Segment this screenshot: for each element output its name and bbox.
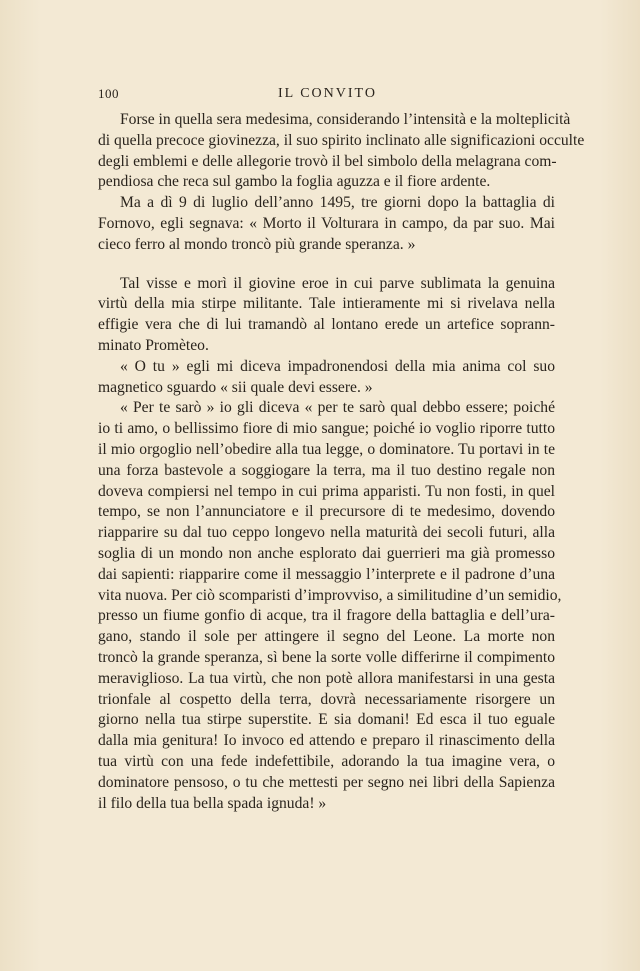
page-number: 100 bbox=[98, 86, 119, 101]
text-line: « Per te sarò » io gli diceva « per te sarò qual debbo essere; poiché bbox=[120, 399, 555, 417]
text-line: meraviglioso. La tua virtù, che non potè allora manifestarsi in una gesta bbox=[98, 669, 555, 687]
text-line: pendiosa che reca sul gambo la foglia aguzza e il fiore ardente. bbox=[98, 173, 491, 191]
text-line: una forza bastevole a soggiogare la terra, ma il tuo destino regale non bbox=[98, 461, 555, 479]
text-line: « O tu » egli mi diceva impadronendosi della mia anima col suo bbox=[120, 357, 555, 375]
body-text bbox=[98, 110, 585, 814]
text-line: Fornovo, egli segnava: « Morto il Volturara in campo, da par suo. Mai bbox=[98, 214, 555, 232]
text-line: tempo, se non l’annunciatore e il precursore di te medesimo, dovendo bbox=[98, 503, 555, 521]
text-line: Ma a dì 9 di luglio dell’anno 1495, tre giorni dopo la battaglia di bbox=[120, 194, 555, 212]
text-line: vita nuova. Per ciò scomparisti d’improvviso, a similitudine d’un semidio, bbox=[98, 586, 562, 604]
text-line: minato Promèteo. bbox=[98, 336, 209, 354]
text-line: giorno nella tua stirpe superstite. E sia domani! Ed esca il tuo eguale bbox=[98, 711, 555, 729]
text-line: troncò la grande speranza, sì bene la sorte volle differirne il compimento bbox=[98, 648, 555, 666]
running-title: IL CONVITO bbox=[278, 86, 377, 101]
text-line: gano, stando il sole per attingere il segno del Leone. La morte non bbox=[98, 628, 555, 646]
text-line: Forse in quella sera medesima, considerando l’intensità e la molteplicità bbox=[120, 111, 571, 128]
page-header bbox=[98, 86, 558, 106]
paragraph bbox=[98, 274, 555, 357]
text-line: trionfale al cospetto della terra, dovrà necessariamente risorgere un bbox=[98, 690, 555, 708]
paragraph bbox=[98, 193, 555, 255]
text-line: Tal visse e morì il giovine eroe in cui parve sublimata la genuina bbox=[120, 274, 555, 292]
paragraph bbox=[98, 357, 555, 399]
section-break bbox=[98, 256, 555, 274]
text-line: io ti amo, o bellissimo fiore di mio sangue; poiché io voglio riporre tutto bbox=[98, 420, 555, 438]
text-line: effigie vera che di lui tramandò al lontano erede un artefice soprann- bbox=[98, 316, 555, 334]
text-line: soglia di un mondo non anche esplorato dai guerrieri ma già promesso bbox=[98, 544, 555, 562]
text-line: il mio orgoglio nell’obedire alla tua legge, o dominatore. Tu portavi in te bbox=[98, 440, 555, 458]
text-line: doveva compiersi nel tempo in cui prima apparisti. Tu non fosti, in quel bbox=[98, 482, 555, 500]
text-line: dai sapienti: riapparire come il messaggio l’interprete e il padrone d’una bbox=[98, 565, 555, 583]
text-line: riapparire su dal tuo ceppo longevo nella maturità dei secoli futuri, alla bbox=[98, 524, 555, 542]
text-line: dominatore pensoso, o tu che mettesti per segno nei libri della Sapienza bbox=[98, 773, 555, 791]
text-line: il filo della tua bella spada ignuda! » bbox=[98, 794, 327, 812]
text-line: di quella precoce giovinezza, il suo spirito inclinato alle significazioni occulte bbox=[98, 131, 585, 149]
text-line: degli emblemi e delle allegorie trovò il bel simbolo della melagrana com- bbox=[98, 152, 557, 170]
text-line: dalla mia genitura! Io invoco ed attendo e preparo il rinascimento della bbox=[98, 732, 555, 750]
text-line: presso un fiume gonfio di acque, tra il fragore della battaglia e dell’ura- bbox=[98, 607, 555, 625]
text-line: virtù della mia stirpe militante. Tale intieramente mi si rivelava nella bbox=[98, 295, 555, 313]
paragraph bbox=[98, 398, 562, 814]
text-line: tua virtù con una fede indefettibile, adorando la tua imagine vera, o bbox=[98, 752, 555, 770]
paragraph bbox=[98, 110, 585, 193]
text-line: magnetico sguardo « sii quale devi essere. » bbox=[98, 378, 373, 396]
text-line: cieco ferro al mondo troncò più grande speranza. » bbox=[98, 235, 416, 253]
